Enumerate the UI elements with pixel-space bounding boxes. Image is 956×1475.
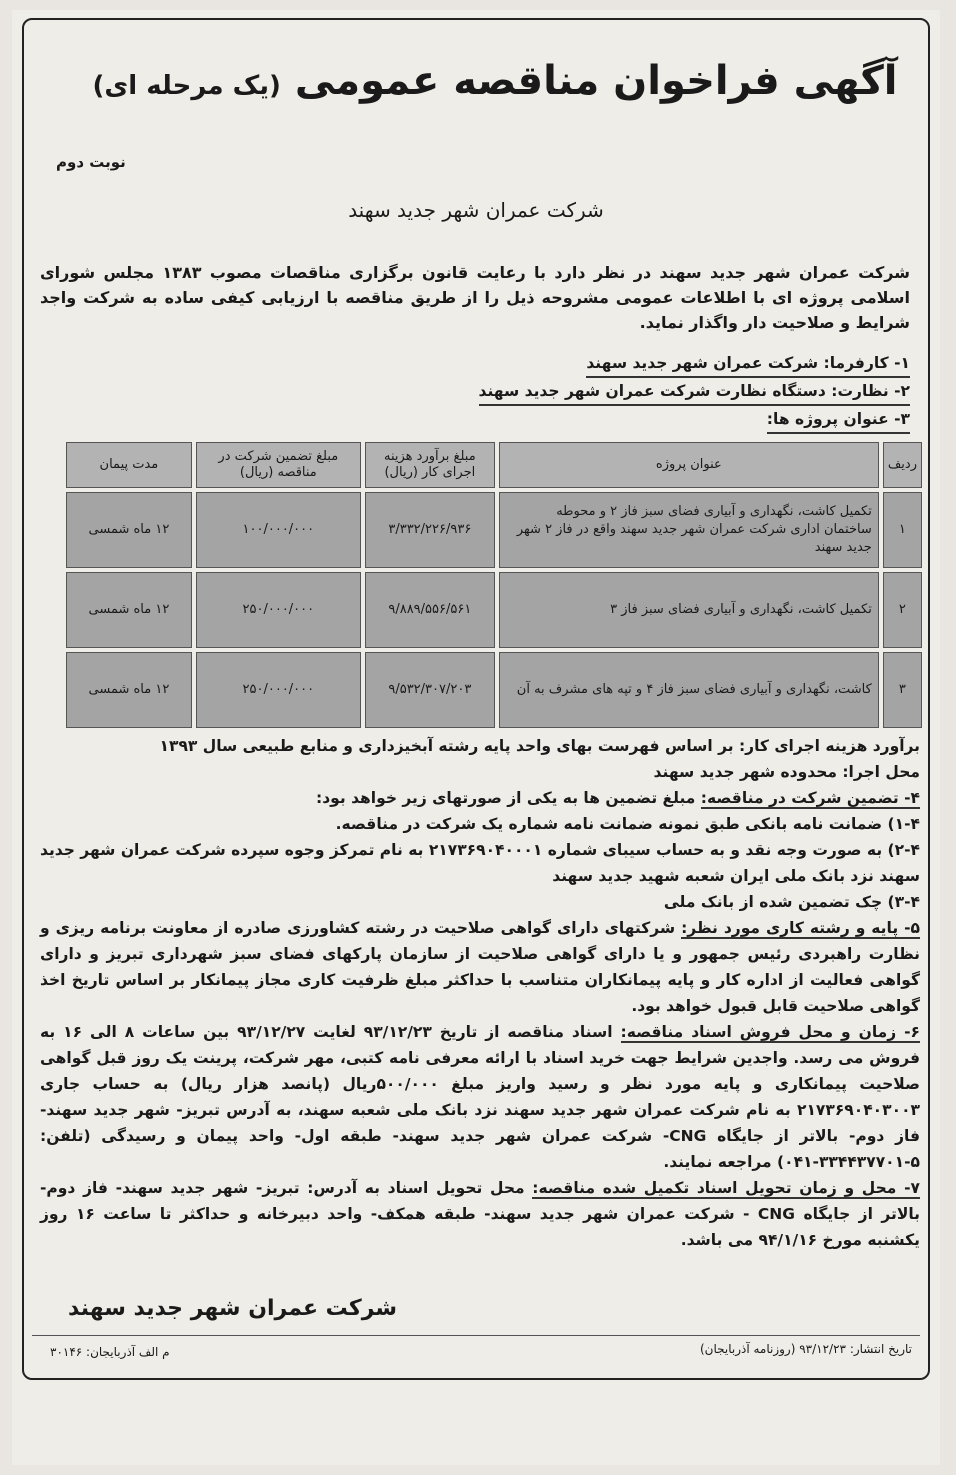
footer-divider bbox=[32, 1335, 920, 1336]
delivery-section bbox=[40, 1175, 920, 1253]
cell-estimate: ۳/۳۳۲/۲۲۶/۹۳۶ bbox=[365, 492, 495, 568]
newspaper-clipping bbox=[12, 10, 940, 1465]
cell-row-number: ۱ bbox=[883, 492, 922, 568]
header-guarantee: مبلغ تضمین شرکت در مناقصه (ریال) bbox=[196, 442, 361, 488]
cell-project-title: تکمیل کاشت، نگهداری و آبیاری فضای سبز فاز ۳ bbox=[499, 572, 879, 648]
cell-guarantee: ۲۵۰/۰۰۰/۰۰۰ bbox=[196, 652, 361, 728]
guarantee-title: ۴- تضمین شرکت در مناقصه: bbox=[700, 789, 920, 807]
intro-paragraph: شرکت عمران شهر جدید سهند در نظر دارد با رعایت قانون برگزاری مناقصات مصوب ۱۳۸۳ مجلس شورای اسلامی پروژه ای با اطلاعات عمومی مشروحه ذیل را از طریق مناقصه با ارزیابی کیفی ساده به شرکت واجد شرایط و صلاحیت دار واگذار نماید. bbox=[40, 263, 910, 332]
header-estimate: مبلغ برآورد هزینه اجرای کار (ریال) bbox=[365, 442, 495, 488]
qualification-text: شرکتهای دارای گواهی صلاحیت در رشته کشاورزی صادره از معاونت برنامه ریزی و نظارت راهبردی رئیس جمهور و یا دارای گواهی صلاحیت از سازمان پارکهای فضای سبز شهرداری تبریز و دارای گواهی فعالیت از اداره کار و پایه پیمانکاران متناسب با حداکثر مبلغ ظرفیت کاری مجاز پیمانکار بر اساس تاریخ اخذ گواهی صلاحیت قابل قبول خواهد بود. bbox=[40, 919, 920, 1015]
employer-line: ۱- کارفرما: شرکت عمران شهر جدید سهند bbox=[479, 350, 911, 378]
cell-guarantee: ۲۵۰/۰۰۰/۰۰۰ bbox=[196, 572, 361, 648]
guarantee-option-3: ۳-۴) چک تضمین شده از بانک ملی bbox=[663, 893, 920, 911]
delivery-title: ۷- محل و زمان تحویل اسناد تکمیل شده مناقصه: bbox=[532, 1179, 920, 1197]
work-location: محل اجرا: محدوده شهر جدید سهند bbox=[653, 763, 920, 781]
cell-row-number: ۲ bbox=[883, 572, 922, 648]
company-name: شرکت عمران شهر جدید سهند bbox=[348, 198, 604, 222]
sale-text: اسناد مناقصه از تاریخ ۹۳/۱۲/۲۳ لغایت ۹۳/۱۲/۲۷ بین ساعات ۸ الی ۱۶ به فروش می رسد. واجدین شرایط جهت خرید اسناد با ارائه معرفی نامه کتبی، مهر شرکت، پرینت یک روز قبل گواهی صلاحیت پیمانکاری و پایه مورد نظر و رسید واریز مبلغ ۵۰۰/۰۰۰ریال (پانصد هزار ریال) به حساب جاری ۲۱۷۳۶۹۰۴۰۳۰۰۳ به نام شرکت عمران شهر جدید سهند نزد بانک ملی شعبه سهند، به آدرس تبریز- شهر جدید سهند- فاز دوم- بالاتر از جایگاه CNG- شرکت عمران شهر جدید سهند- طبقه اول- واحد پیمان و رسیدگی (تلفن: ۵-۳۳۴۴۳۷۷۰۱-۰۴۱) مراجعه نمایند. bbox=[40, 1023, 920, 1171]
cell-duration: ۱۲ ماه شمسی bbox=[66, 652, 192, 728]
qualification-section bbox=[40, 915, 920, 1019]
qualification-title: ۵- پایه و رشته کاری مورد نظر: bbox=[681, 919, 920, 937]
guarantee-option-1: ۱-۴) ضمانت نامه بانکی طبق نمونه ضمانت نامه شماره یک شرکت در مناقصه. bbox=[335, 815, 920, 833]
table-row bbox=[66, 572, 922, 648]
projects-table bbox=[62, 438, 926, 732]
cell-project-title: تکمیل کاشت، نگهداری و آبیاری فضای سبز فاز ۲ و محوطه ساختمان اداری شرکت عمران شهر جدید سهند واقع در فاز ۲ شهر جدید سهند bbox=[499, 492, 879, 568]
signature: شرکت عمران شهر جدید سهند bbox=[68, 1296, 398, 1321]
cell-estimate: ۹/۸۸۹/۵۵۶/۵۶۱ bbox=[365, 572, 495, 648]
supervision-line: ۲- نظارت: دستگاه نظارت شرکت عمران شهر جدید سهند bbox=[479, 378, 911, 406]
sale-title: ۶- زمان و محل فروش اسناد مناقصه: bbox=[620, 1023, 921, 1041]
projects-title: ۳- عنوان پروژه ها: bbox=[479, 406, 911, 434]
cell-row-number: ۳ bbox=[883, 652, 922, 728]
headline-stage: (یک مرحله ای) bbox=[92, 71, 281, 101]
cell-duration: ۱۲ ماه شمسی bbox=[66, 572, 192, 648]
publication-date: تاریخ انتشار: ۹۳/۱۲/۲۳ (روزنامه آذربایجان) bbox=[699, 1342, 912, 1356]
publication-round: نوبت دوم bbox=[56, 153, 126, 171]
guarantee-title-rest: مبلغ تضمین ها به یکی از صورتهای زیر خواهد بود: bbox=[316, 789, 696, 807]
table-header-row bbox=[66, 442, 922, 488]
delivery-text: محل تحویل اسناد به آدرس: تبریز- شهر جدید سهند- فاز دوم- بالاتر از جایگاه CNG - شرکت عمران شهر جدید سهند- طبقه همکف- واحد دبیرخانه و حداکثر تا ساعت ۱۶ روز یکشنبه مورخ ۹۴/۱/۱۶ می باشد. bbox=[40, 1179, 921, 1249]
headline-main: آگهی فراخوان مناقصه عمومی bbox=[294, 58, 898, 104]
table-row bbox=[66, 492, 922, 568]
cell-estimate: ۹/۵۳۲/۳۰۷/۲۰۳ bbox=[365, 652, 495, 728]
general-items bbox=[479, 350, 911, 434]
cell-project-title: کاشت، نگهداری و آبیاری فضای سبز فاز ۴ و تپه های مشرف به آن bbox=[499, 652, 879, 728]
ad-code: م الف آذربایجان: ۳۰۱۴۶ bbox=[50, 1345, 170, 1359]
cell-duration: ۱۲ ماه شمسی bbox=[66, 492, 192, 568]
guarantee-section bbox=[40, 785, 920, 811]
table-row bbox=[66, 652, 922, 728]
ad-body bbox=[40, 733, 920, 1253]
header-project-title: عنوان پروژه bbox=[499, 442, 879, 488]
guarantee-option-2: ۲-۴) به صورت وجه نقد و به حساب سیبای شماره ۲۱۷۳۶۹۰۴۰۰۰۱ به نام تمرکز وجوه سپرده شرکت عمران شهر جدید سهند نزد بانک ملی ایران شعبه شهید جدید سهند bbox=[40, 841, 920, 885]
estimate-basis: برآورد هزینه اجرای کار: بر اساس فهرست بهای واحد پایه رشته آبخیزداری و منابع طبیعی سال ۱۳۹۳ bbox=[159, 737, 920, 755]
sale-section bbox=[40, 1019, 920, 1175]
header-row-number: ردیف bbox=[883, 442, 922, 488]
header-duration: مدت پیمان bbox=[66, 442, 192, 488]
ad-headline bbox=[52, 58, 920, 104]
cell-guarantee: ۱۰۰/۰۰۰/۰۰۰ bbox=[196, 492, 361, 568]
